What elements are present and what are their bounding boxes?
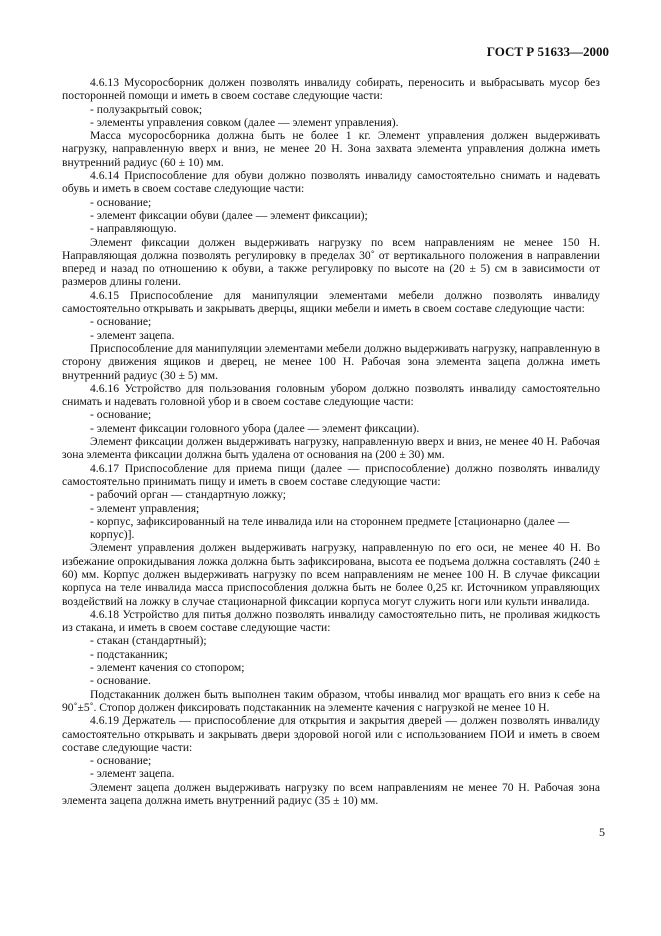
list-item: - основание; <box>90 408 152 422</box>
paragraph: Приспособление для манипуляции элементами мебели должно выдерживать нагрузку, направленную в сторону движения ящиков и дверец, не менее 100 Н. Рабочая зона элемента зацепа должна иметь внутренний радиус (30 ± 5) мм. <box>62 341 600 382</box>
paragraph: Подстаканник должен быть выполнен таким образом, чтобы инвалид мог вращать его вниз к себе на 90˚±5˚. Стопор должен фиксировать подстаканник на элементе качения с нагрузкой не менее 10 Н. <box>62 687 600 714</box>
document-header-code: ГОСТ Р 51633—2000 <box>486 44 609 59</box>
paragraph: 4.6.16 Устройство для пользования головным убором должно позволять инвалиду самостоятельно снимать и надевать головной убор и в своем составе следующие части: <box>62 381 600 409</box>
paragraph: Элемент управления должен выдерживать нагрузку, направленную по его оси, не менее 40 Н. Во избежание опрокидывания ложка должна быть зафиксирована, высота ее подъема должна составлять (240 ± 60) мм. Корпус должен выдерживать нагрузку по всем направлениям не менее 100 Н. В случае фиксации корпуса на теле инвалида масса приспособления должна быть не более 0,25 кг. Источником управляющих воздействий на ложку в случае стационарной фиксации корпуса могут служить ноги или культи инвалида. <box>62 541 600 608</box>
list-item: - элемент фиксации головного убора (далее — элемент фиксации). <box>90 421 420 435</box>
list-item: - элемент зацепа. <box>90 767 175 781</box>
list-item: - элемент качения со стопором; <box>90 661 245 675</box>
paragraph: 4.6.17 Приспособление для приема пищи (далее — приспособление) должно позволять инвалиду самостоятельно принимать пищу и иметь в своем составе следующие части: <box>62 461 600 488</box>
list-item: - элемент управления; <box>90 501 200 515</box>
list-item: - направляющую. <box>90 222 177 236</box>
list-item: - основание; <box>90 195 152 209</box>
paragraph: 4.6.14 Приспособление для обуви должно позволять инвалиду самостоятельно снимать и надевать обувь и иметь в своем составе следующие части: <box>62 169 600 196</box>
paragraph: 4.6.13 Мусоросборник должен позволять инвалиду собирать, переносить и выбрасывать мусор без посторонней помощи и иметь в своем составе следующие части: <box>62 76 600 103</box>
paragraph: Масса мусоросборника должна быть не более 1 кг. Элемент управления должен выдерживать нагрузку, направленную вверх и вниз, не менее 20 Н. Зона захвата элемента управления должна иметь внутренний радиус (60 ± 10) мм. <box>62 129 600 169</box>
paragraph: 4.6.19 Держатель — приспособление для открытия и закрытия дверей — должен позволять инвалиду самостоятельно открывать и закрывать двери здоровой ногой или с использованием ПОИ и иметь в своем составе следующие части: <box>62 714 600 754</box>
list-item: - основание; <box>90 315 152 329</box>
document-body <box>62 76 600 807</box>
list-item: - элементы управления совком (далее — элемент управления). <box>90 115 399 129</box>
list-item: - основание. <box>90 674 151 688</box>
list-item: - рабочий орган — стандартную ложку; <box>90 488 286 502</box>
list-item: - стакан (стандартный); <box>90 634 207 648</box>
list-item: - подстаканник; <box>90 647 168 661</box>
paragraph: 4.6.18 Устройство для питья должно позволять инвалиду самостоятельно пить, не проливая жидкость из стакана, и иметь в своем составе следующие части: <box>62 607 600 635</box>
page-number: 5 <box>599 825 605 839</box>
list-item: - основание; <box>90 754 152 768</box>
list-item: - элемент фиксации обуви (далее — элемент фиксации); <box>90 208 368 222</box>
paragraph: Элемент фиксации должен выдерживать нагрузку, направленную вверх и вниз, не менее 40 Н. Рабочая зона элемента фиксации должна быть удалена от основания на (200 ± 30) мм. <box>62 435 600 462</box>
paragraph: Элемент зацепа должен выдерживать нагрузку по всем направлениям не менее 70 Н. Рабочая зона элемента зацепа должна иметь внутренний радиус (35 ± 10) мм. <box>62 780 600 808</box>
list-item: - корпус, зафиксированный на теле инвалида или на стороннем предмете [стационарно (далее — корпус)]. <box>90 514 570 542</box>
paragraph: Элемент фиксации должен выдерживать нагрузку по всем направлениям не менее 150 Н. Направляющая должна позволять регулировку в пределах 30˚ от вертикального положения в направлении вперед и назад по отношению к обуви, а также регулировку по высоте на (20 ± 5) см в зависимости от размеров длины голени. <box>62 235 600 289</box>
list-item: - элемент зацепа. <box>90 328 175 342</box>
paragraph: 4.6.15 Приспособление для манипуляции элементами мебели должно позволять инвалиду самостоятельно открывать и закрывать дверцы, ящики мебели и иметь в своем составе следующие части: <box>62 288 600 316</box>
list-item: - полузакрытый совок; <box>90 102 203 116</box>
